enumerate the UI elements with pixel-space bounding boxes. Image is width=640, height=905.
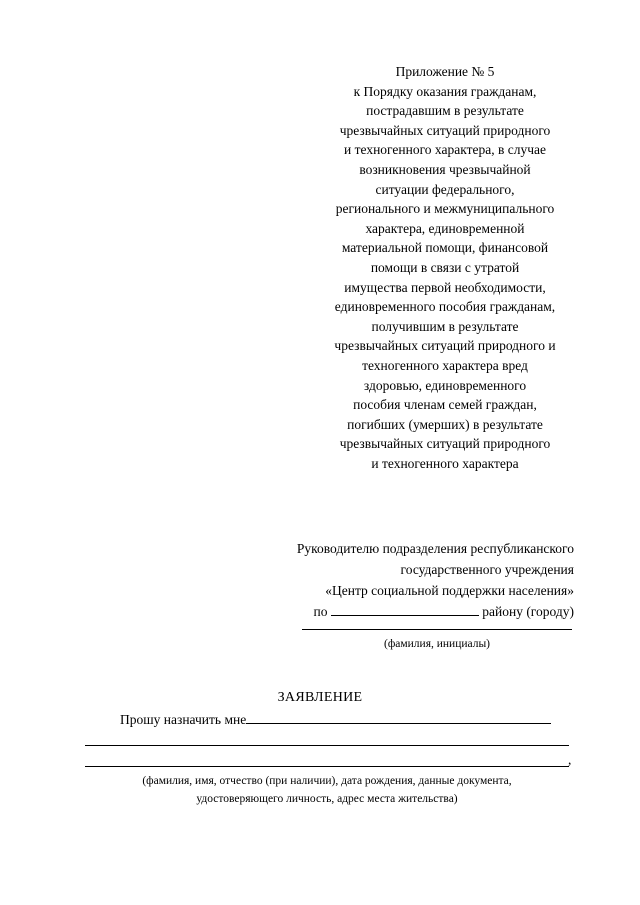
addressee-line-2: государственного учреждения — [400, 562, 574, 577]
appendix-line: и техногенного характера, в случае — [344, 142, 546, 158]
appendix-line: техногенного характера вред — [362, 357, 528, 373]
appendix-line: регионального и межмуниципального — [335, 201, 555, 217]
appendix-line: здоровью, единовременного — [363, 377, 527, 393]
appendix-line: погибших (умерших) в результате — [347, 416, 543, 432]
addressee-line-3: «Центр социальной поддержки населения» — [325, 583, 574, 598]
person-details-blank-line-1[interactable] — [85, 745, 569, 746]
request-line — [120, 711, 551, 728]
appendix-line: имущества первой необходимости, — [344, 279, 546, 295]
name-hint: (фамилия, инициалы) — [383, 638, 491, 650]
district-suffix: району (городу) — [482, 604, 574, 619]
request-prefix: Прошу назначить мне — [120, 712, 247, 727]
person-hint-line-2: удостоверяющего личность, адрес места жительства) — [196, 793, 458, 805]
appendix-line: ситуации федерального, — [375, 181, 515, 197]
appendix-header — [300, 62, 590, 473]
document-title: ЗАЯВЛЕНИЕ — [277, 690, 363, 705]
appendix-line: и техногенного характера — [371, 455, 519, 471]
appendix-line: чрезвычайных ситуаций природного — [339, 122, 551, 138]
addressee-block — [297, 538, 574, 622]
person-details-hint — [85, 772, 569, 808]
appendix-line: пострадавшим в результате — [366, 103, 524, 119]
applicant-name-blank-field[interactable] — [302, 629, 572, 630]
district-blank-field[interactable] — [331, 603, 479, 616]
appendix-line: Приложение № 5 — [395, 64, 495, 79]
person-details-blank-line-2[interactable] — [85, 766, 569, 767]
appendix-line: помощи в связи с утратой — [370, 259, 520, 275]
district-prefix: по — [313, 604, 328, 619]
appendix-line: к Порядку оказания гражданам, — [353, 83, 537, 99]
person-hint-line-1: (фамилия, имя, отчество (при наличии), дата рождения, данные документа, — [142, 775, 512, 787]
appendix-line: единовременного пособия гражданам, — [334, 299, 556, 315]
addressee-line-1: Руководителю подразделения республиканского — [296, 541, 574, 556]
request-blank-field[interactable] — [246, 711, 551, 724]
appendix-line: характера, единовременной — [365, 220, 525, 236]
appendix-line: чрезвычайных ситуаций природного — [339, 436, 551, 452]
addressee-line-4 — [297, 601, 574, 622]
appendix-line: возникновения чрезвычайной — [359, 161, 531, 177]
appendix-line: пособия членам семей граждан, — [353, 397, 537, 413]
trailing-comma: , — [568, 752, 572, 767]
appendix-line: материальной помощи, финансовой — [341, 240, 549, 256]
appendix-line: чрезвычайных ситуаций природного и — [334, 338, 556, 354]
appendix-line: получившим в результате — [371, 318, 519, 334]
